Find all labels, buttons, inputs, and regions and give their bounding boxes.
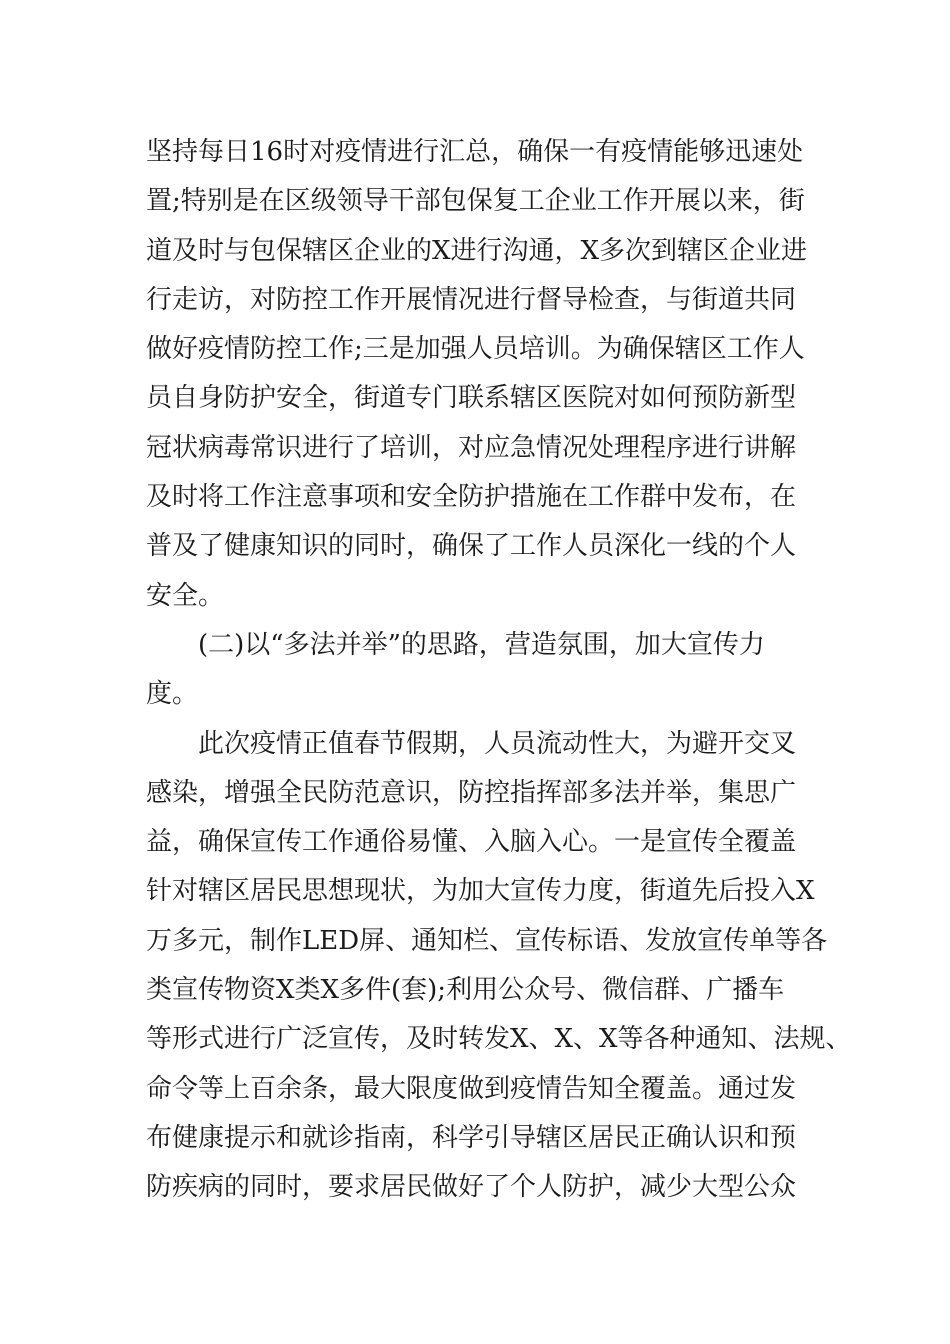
paragraph-start: 此次疫情正值春节假期，人员流动性大，为避开交叉: [198, 728, 797, 759]
text-line: 员自身防护安全，街道专门联系辖区医院对如何预防新型: [146, 383, 797, 414]
text-line: 万多元，制作LED屏、通知栏、宣传标语、发放宣传单等各: [146, 925, 828, 956]
text-line: 道及时与包保辖区企业的X进行沟通，X多次到辖区企业进: [146, 235, 808, 266]
text-line: 普及了健康知识的同时，确保了工作人员深化一线的个人: [146, 531, 797, 562]
text-line: 等形式进行广泛宣传，及时转发X、X、X等各种通知、法规、: [146, 1024, 852, 1055]
text-line: 做好疫情防控工作;三是加强人员培训。为确保辖区工作人: [146, 334, 805, 365]
text-line: 益，确保宣传工作通俗易懂、入脑入心。一是宣传全覆盖: [146, 827, 797, 858]
section-heading: (二)以“多法并举”的思路，营造氛围，加大宣传力: [198, 629, 765, 660]
text-line: 置;特别是在区级领导干部包保复工企业工作开展以来，街: [146, 186, 805, 217]
body-text: [146, 128, 852, 1213]
text-line: 针对辖区居民思想现状，为加大宣传力度，街道先后投入X: [146, 876, 815, 907]
text-line: 命令等上百余条，最大限度做到疫情告知全覆盖。通过发: [146, 1073, 797, 1104]
section-heading-continued: 度。: [146, 679, 199, 710]
text-line: 坚持每日16时对疫情进行汇总，确保一有疫情能够迅速处: [146, 137, 804, 167]
text-line: 类宣传物资X类X多件(套);利用公众号、微信群、广播车: [146, 975, 785, 1006]
text-line: 防疾病的同时，要求居民做好了个人防护，减少大型公众: [146, 1172, 797, 1203]
text-line: 布健康提示和就诊指南，科学引导辖区居民正确认识和预: [146, 1122, 797, 1153]
text-line: 行走访，对防控工作开展情况进行督导检查，与街道共同: [146, 284, 797, 315]
text-line: 冠状病毒常识进行了培训，对应急情况处理程序进行讲解: [146, 432, 797, 463]
text-line: 感染，增强全民防范意识，防控指挥部多法并举，集思广: [146, 777, 797, 808]
text-line: 及时将工作注意事项和安全防护措施在工作群中发布，在: [146, 482, 797, 513]
text-line: 安全。: [146, 580, 225, 611]
